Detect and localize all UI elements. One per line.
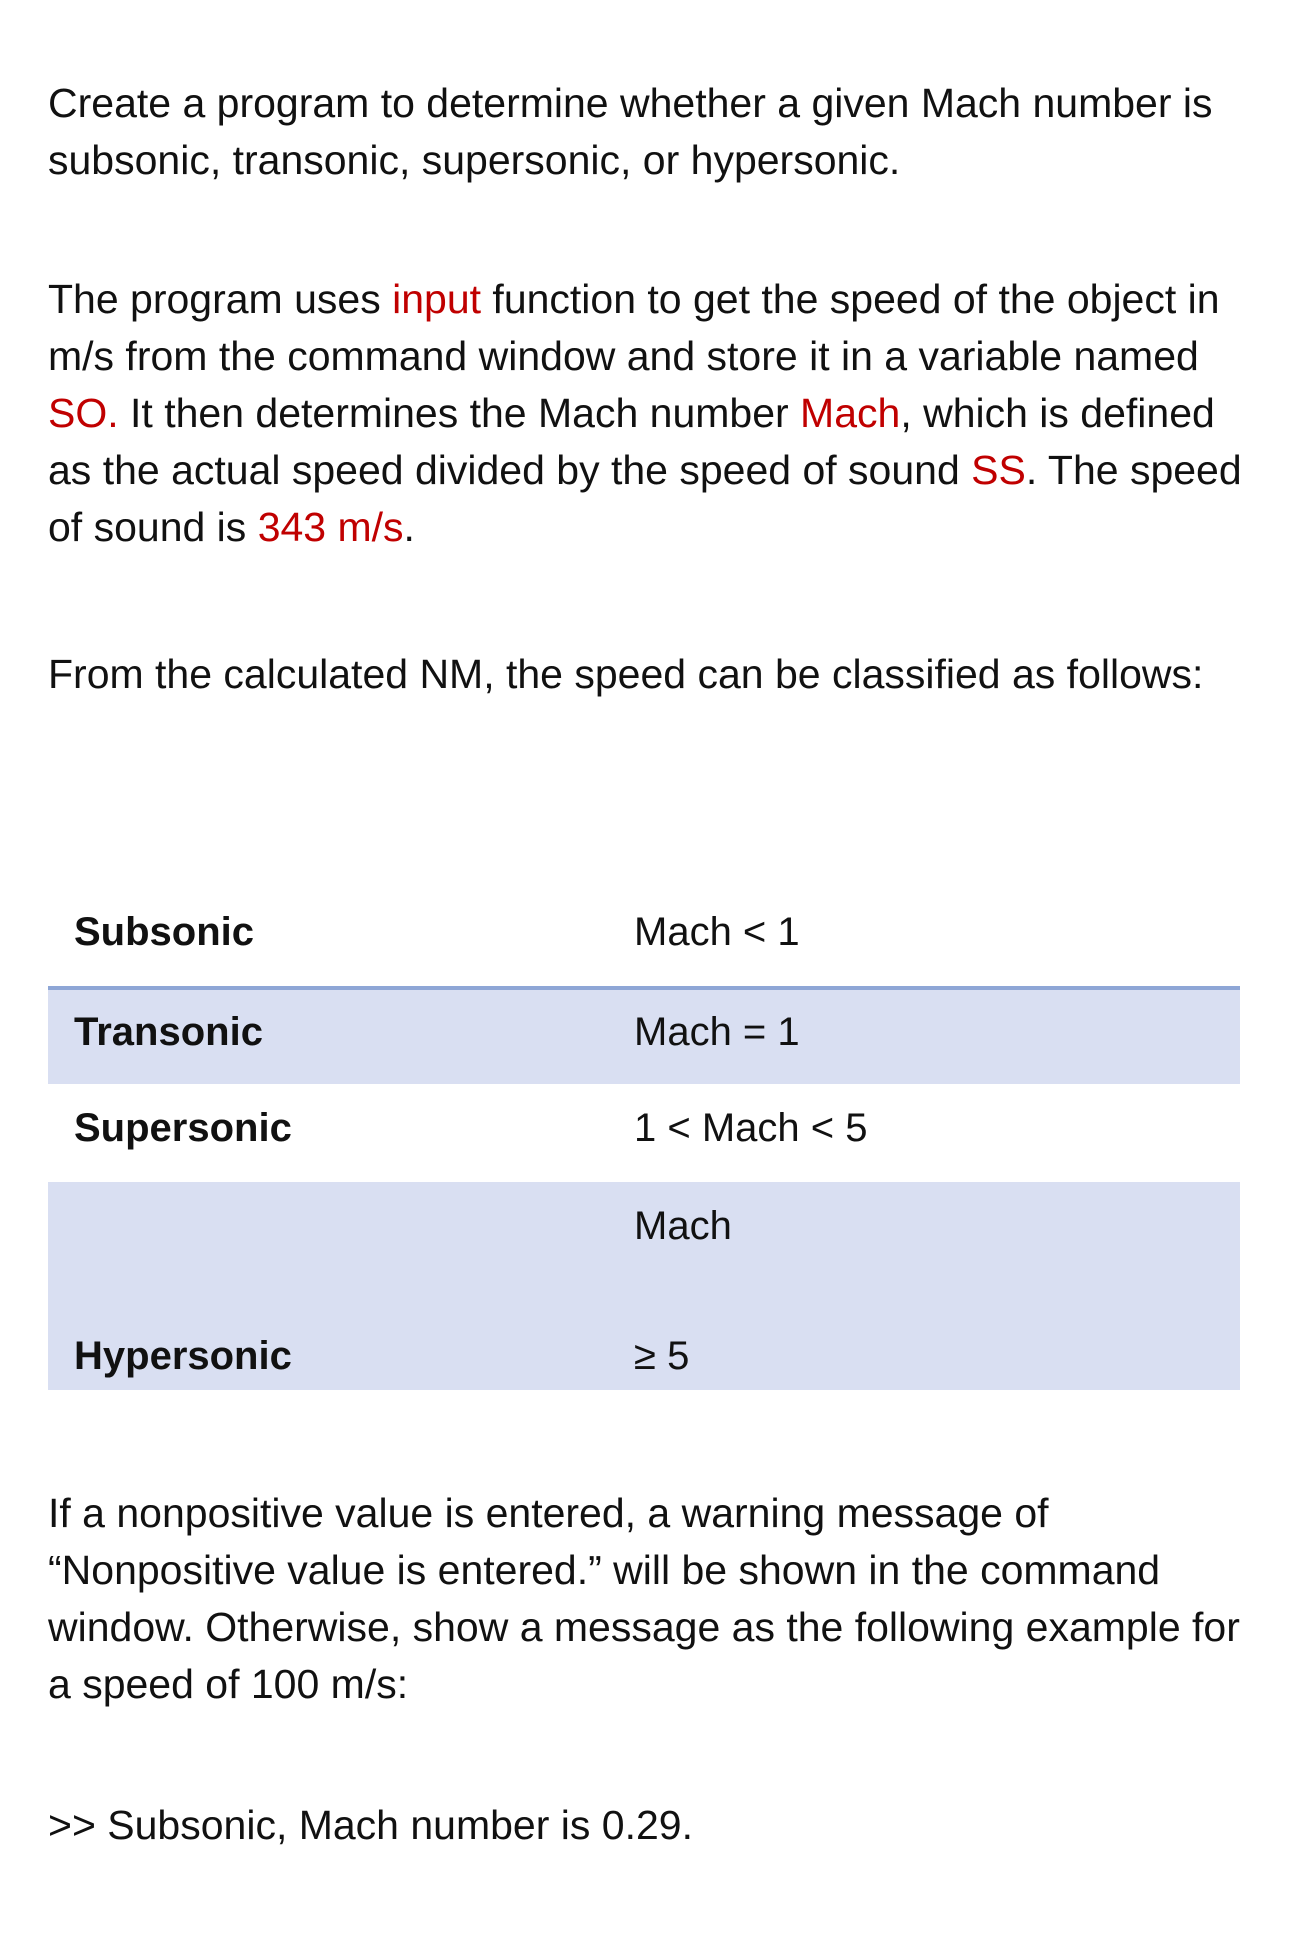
classification-intro-paragraph: From the calculated NM, the speed can be classified as follows: bbox=[48, 651, 1204, 697]
text-segment: . bbox=[403, 504, 415, 550]
classification-table bbox=[48, 888, 1240, 1390]
input-function-term: input bbox=[392, 276, 482, 322]
category-name: Subsonic bbox=[74, 910, 255, 954]
text-segment: , which is defined as the actual speed divided by the speed of sound bbox=[48, 390, 1215, 493]
warning-instructions-paragraph: If a nonpositive value is entered, a warning message of “Nonpositive value is entered.” will be shown in the command window. Otherwise, show a message as the following example for a speed of 100 m/s: bbox=[48, 1490, 1240, 1707]
example-output-line: >> Subsonic, Mach number is 0.29. bbox=[48, 1802, 693, 1848]
variable-so-term: SO. bbox=[48, 390, 119, 436]
category-condition: Mach < 1 bbox=[634, 910, 800, 954]
variable-mach-term: Mach bbox=[800, 390, 901, 436]
speed-of-sound-value: 343 m/s bbox=[257, 504, 404, 550]
text-segment: . The speed of sound is bbox=[48, 447, 1242, 550]
table-row bbox=[48, 1182, 1240, 1390]
table-row bbox=[48, 888, 1240, 986]
category-name: Transonic bbox=[74, 1010, 263, 1054]
category-condition: Mach = 1 bbox=[634, 1010, 800, 1054]
category-name: Hypersonic bbox=[74, 1334, 292, 1378]
variable-ss-term: SS bbox=[971, 447, 1026, 493]
table-row bbox=[48, 986, 1240, 1084]
category-condition-line2: ≥ 5 bbox=[634, 1334, 690, 1378]
program-description-paragraph bbox=[48, 271, 1248, 556]
intro-paragraph: Create a program to determine whether a given Mach number is subsonic, transonic, supersonic, or hypersonic. bbox=[48, 80, 1213, 183]
category-condition-line1: Mach bbox=[634, 1204, 732, 1248]
text-segment: The program uses bbox=[48, 276, 393, 322]
category-condition: 1 < Mach < 5 bbox=[634, 1106, 868, 1150]
category-name: Supersonic bbox=[74, 1106, 292, 1150]
text-segment: function to get the speed of the object in m/s from the command window and store it in a variable named bbox=[48, 276, 1220, 379]
table-row bbox=[48, 1084, 1240, 1182]
text-segment: It then determines the Mach number bbox=[118, 390, 801, 436]
